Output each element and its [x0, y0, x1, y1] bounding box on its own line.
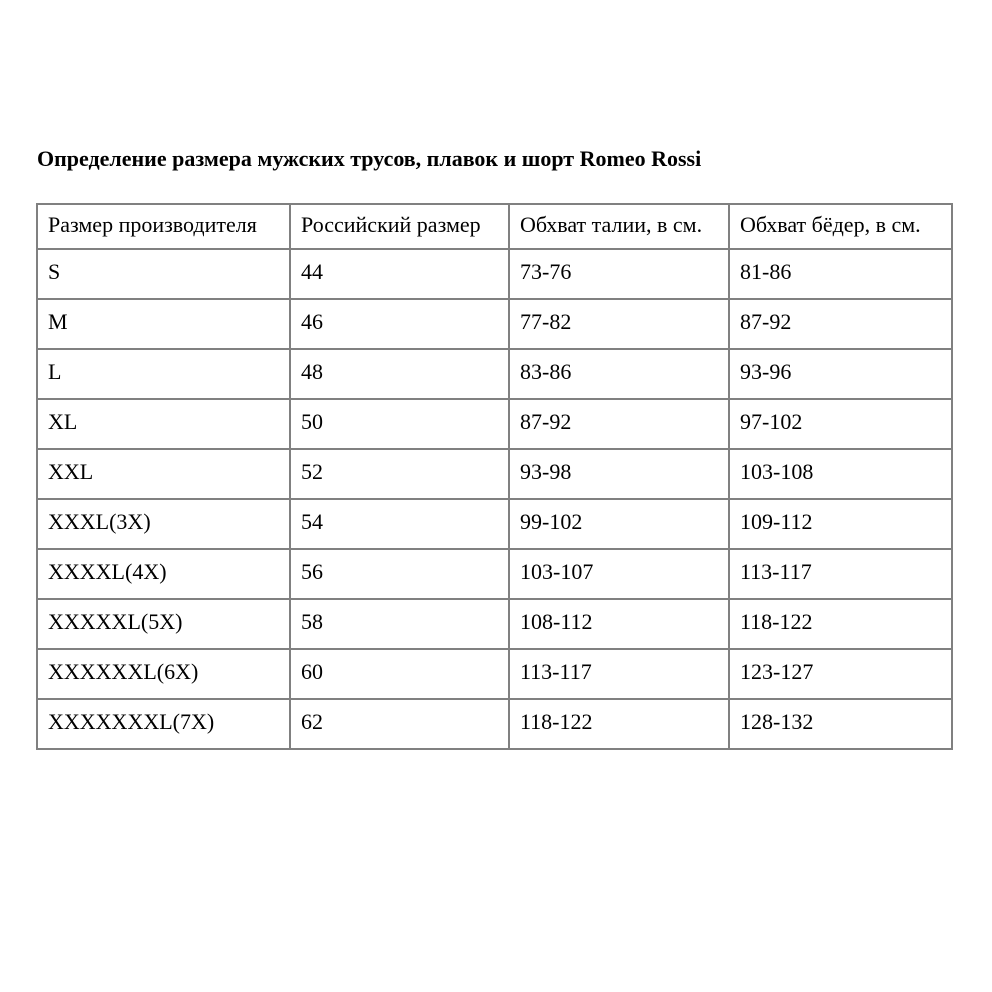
table-cell: 123-127 [729, 649, 952, 699]
table-cell: 93-98 [509, 449, 729, 499]
table-cell: XXXXL(4X) [37, 549, 290, 599]
table-cell: 83-86 [509, 349, 729, 399]
table-cell: 50 [290, 399, 509, 449]
table-cell: XXXXXXL(6X) [37, 649, 290, 699]
size-table [36, 203, 953, 750]
table-row [37, 599, 952, 649]
table-cell: 99-102 [509, 499, 729, 549]
table-cell: 97-102 [729, 399, 952, 449]
table-cell: 103-107 [509, 549, 729, 599]
table-row [37, 349, 952, 399]
table-row [37, 399, 952, 449]
table-cell: 73-76 [509, 249, 729, 299]
table-cell: L [37, 349, 290, 399]
table-cell: 118-122 [729, 599, 952, 649]
column-header: Размер производителя [37, 204, 290, 249]
table-cell: 60 [290, 649, 509, 699]
table-cell: 113-117 [729, 549, 952, 599]
table-cell: 58 [290, 599, 509, 649]
table-cell: 87-92 [509, 399, 729, 449]
table-cell: S [37, 249, 290, 299]
table-row [37, 299, 952, 349]
table-cell: XXXL(3X) [37, 499, 290, 549]
column-header: Обхват бёдер, в см. [729, 204, 952, 249]
table-cell: XL [37, 399, 290, 449]
table-cell: 118-122 [509, 699, 729, 749]
table-cell: 56 [290, 549, 509, 599]
table-cell: 108-112 [509, 599, 729, 649]
table-cell: XXXXXL(5X) [37, 599, 290, 649]
table-cell: XXXXXXXL(7X) [37, 699, 290, 749]
table-row [37, 499, 952, 549]
table-cell: 44 [290, 249, 509, 299]
table-cell: 46 [290, 299, 509, 349]
table-cell: 113-117 [509, 649, 729, 699]
table-cell: 109-112 [729, 499, 952, 549]
table-row [37, 449, 952, 499]
page-title: Определение размера мужских трусов, плавок и шорт Romeo Rossi [37, 146, 702, 171]
table-cell: 54 [290, 499, 509, 549]
table-cell: XXL [37, 449, 290, 499]
table-row [37, 649, 952, 699]
table-row [37, 249, 952, 299]
table-cell: 77-82 [509, 299, 729, 349]
table-cell: 128-132 [729, 699, 952, 749]
table-cell: 93-96 [729, 349, 952, 399]
table-row [37, 699, 952, 749]
table-body [37, 249, 952, 749]
table-cell: 52 [290, 449, 509, 499]
table-cell: 81-86 [729, 249, 952, 299]
table-cell: 87-92 [729, 299, 952, 349]
table-header-row [37, 204, 952, 249]
column-header: Российский размер [290, 204, 509, 249]
table-cell: 103-108 [729, 449, 952, 499]
table-cell: 62 [290, 699, 509, 749]
table-cell: M [37, 299, 290, 349]
column-header: Обхват талии, в см. [509, 204, 729, 249]
table-row [37, 549, 952, 599]
table-cell: 48 [290, 349, 509, 399]
